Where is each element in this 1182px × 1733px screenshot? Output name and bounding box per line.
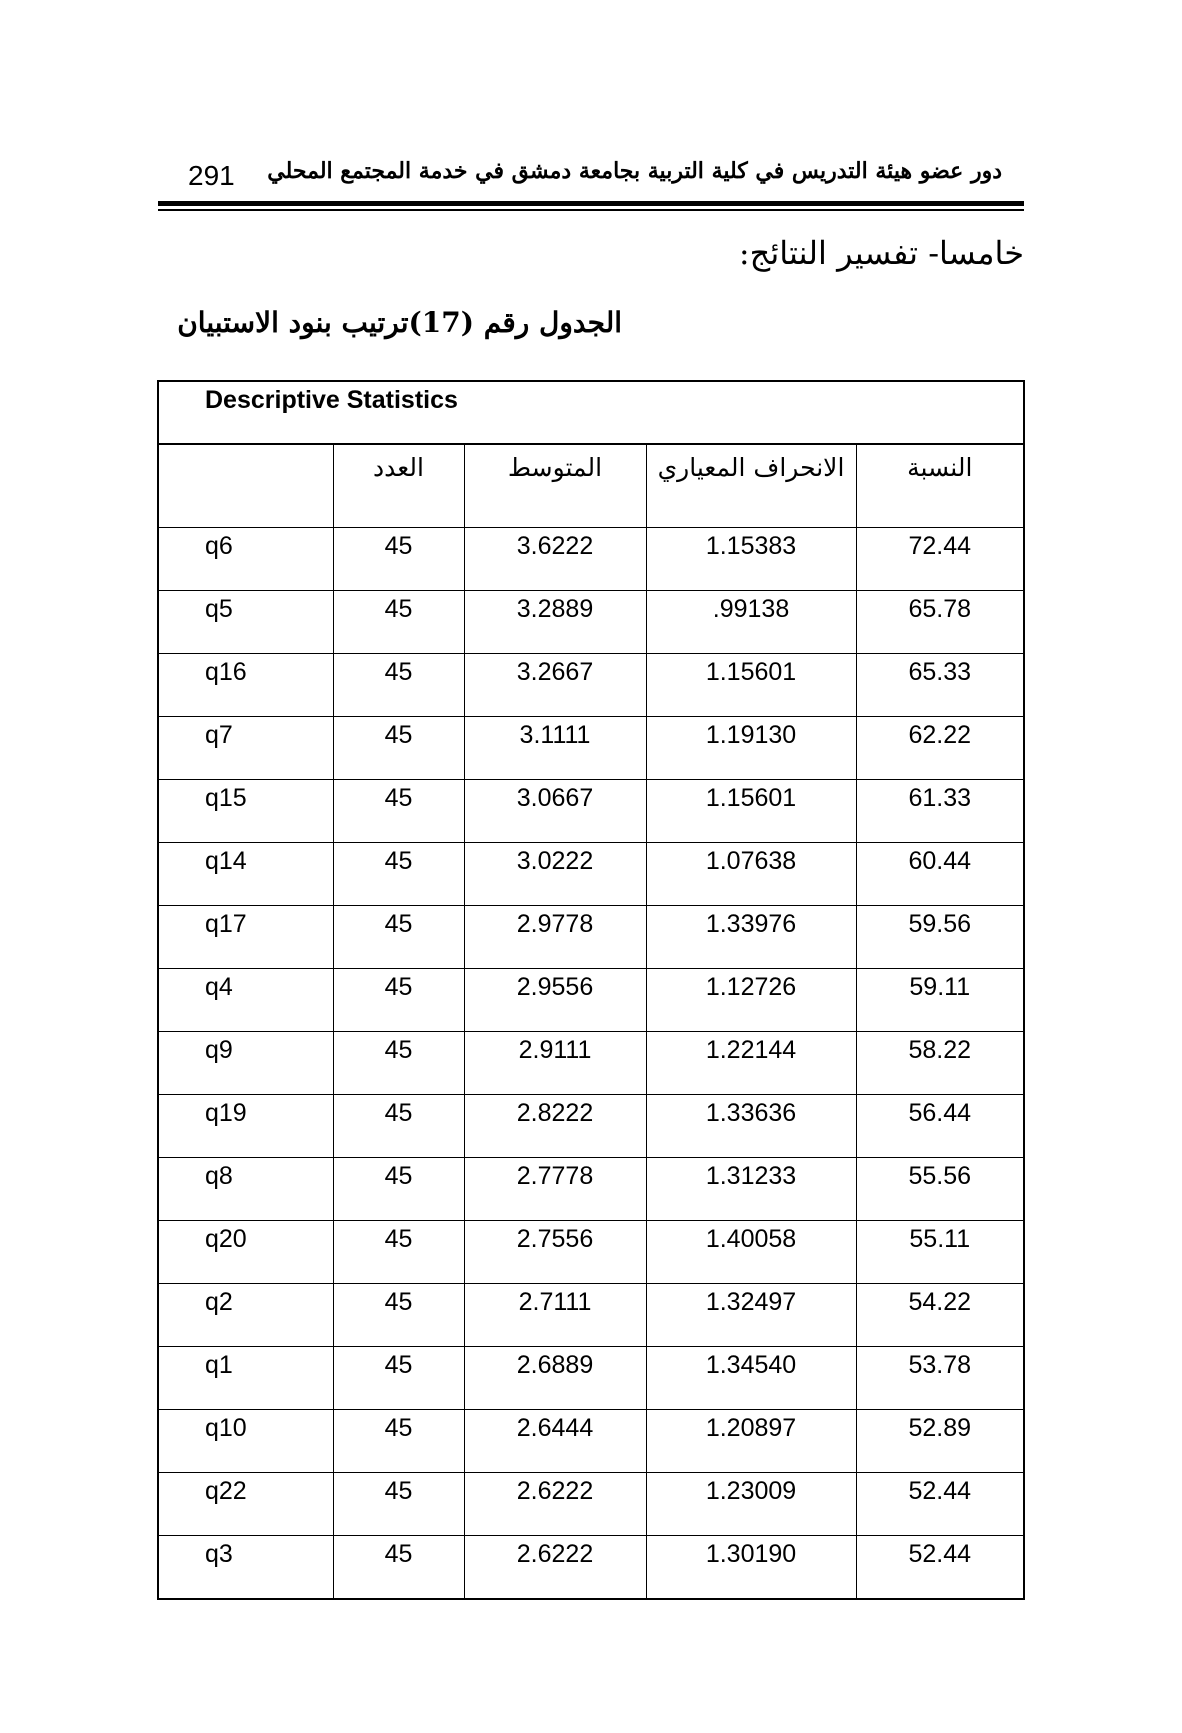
mean-cell: 2.7111 [464,1283,646,1346]
percentage-cell: 72.44 [856,527,1023,590]
mean-cell: 3.1111 [464,716,646,779]
section-heading: خامسا- تفسير النتائج: [738,234,1024,272]
table-row [159,590,1023,653]
page-number: 291 [188,160,235,191]
percentage-cell: 55.11 [856,1220,1023,1283]
count-cell: 45 [333,1094,464,1157]
count-cell: 45 [333,1346,464,1409]
item-cell: q3 [159,1535,333,1598]
table-header-row [159,445,1023,527]
item-cell: q8 [159,1157,333,1220]
column-header-mean: المتوسط [464,445,646,527]
percentage-cell: 61.33 [856,779,1023,842]
std-deviation-cell: 1.30190 [646,1535,856,1598]
count-cell: 45 [333,842,464,905]
count-cell: 45 [333,716,464,779]
percentage-cell: 65.78 [856,590,1023,653]
count-cell: 45 [333,1283,464,1346]
running-title: دور عضو هيئة التدريس في كلية التربية بجامعة دمشق في خدمة المجتمع المحلي [267,158,1002,184]
std-deviation-cell: 1.15601 [646,653,856,716]
table-row [159,779,1023,842]
mean-cell: 2.9556 [464,968,646,1031]
percentage-cell: 53.78 [856,1346,1023,1409]
count-cell: 45 [333,653,464,716]
column-header-percentage: النسبة [856,445,1023,527]
column-header-count: العدد [333,445,464,527]
table-row [159,1157,1023,1220]
percentage-cell: 54.22 [856,1283,1023,1346]
table-row [159,716,1023,779]
percentage-cell: 52.89 [856,1409,1023,1472]
item-cell: q15 [159,779,333,842]
table-row [159,905,1023,968]
item-cell: q9 [159,1031,333,1094]
table-row [159,1220,1023,1283]
table-row [159,968,1023,1031]
mean-cell: 3.6222 [464,527,646,590]
std-deviation-cell: 1.12726 [646,968,856,1031]
mean-cell: 2.6222 [464,1535,646,1598]
table-row [159,527,1023,590]
mean-cell: 2.8222 [464,1094,646,1157]
mean-cell: 2.9111 [464,1031,646,1094]
std-deviation-cell: 1.33976 [646,905,856,968]
count-cell: 45 [333,1220,464,1283]
std-deviation-cell: 1.20897 [646,1409,856,1472]
percentage-cell: 59.56 [856,905,1023,968]
percentage-cell: 56.44 [856,1094,1023,1157]
table-row [159,1472,1023,1535]
item-cell: q19 [159,1094,333,1157]
header-rule-thin [158,209,1024,211]
count-cell: 45 [333,1031,464,1094]
item-cell: q5 [159,590,333,653]
mean-cell: 2.7778 [464,1157,646,1220]
std-deviation-cell: 1.15601 [646,779,856,842]
mean-cell: 3.2889 [464,590,646,653]
item-cell: q6 [159,527,333,590]
item-cell: q16 [159,653,333,716]
count-cell: 45 [333,905,464,968]
std-deviation-cell: 1.19130 [646,716,856,779]
mean-cell: 2.6222 [464,1472,646,1535]
table-row [159,1031,1023,1094]
std-deviation-cell: 1.22144 [646,1031,856,1094]
percentage-cell: 60.44 [856,842,1023,905]
std-deviation-cell: 1.15383 [646,527,856,590]
table-caption: الجدول رقم (17)ترتيب بنود الاستبيان [177,306,622,339]
std-deviation-cell: 1.31233 [646,1157,856,1220]
column-header-std-deviation: الانحراف المعياري [646,445,856,527]
mean-cell: 3.0667 [464,779,646,842]
percentage-cell: 62.22 [856,716,1023,779]
std-deviation-cell: 1.40058 [646,1220,856,1283]
mean-cell: 3.0222 [464,842,646,905]
percentage-cell: 65.33 [856,653,1023,716]
descriptive-statistics-table [157,380,1025,1600]
item-cell: q22 [159,1472,333,1535]
item-cell: q10 [159,1409,333,1472]
table-row [159,653,1023,716]
item-cell: q4 [159,968,333,1031]
header-rule-thick [158,201,1024,206]
table-row [159,1409,1023,1472]
std-deviation-cell: 1.33636 [646,1094,856,1157]
count-cell: 45 [333,779,464,842]
mean-cell: 2.7556 [464,1220,646,1283]
statistics-grid [159,445,1023,1598]
item-cell: q14 [159,842,333,905]
mean-cell: 3.2667 [464,653,646,716]
item-cell: q17 [159,905,333,968]
table-row [159,1535,1023,1598]
table-title: Descriptive Statistics [159,382,1023,445]
count-cell: 45 [333,968,464,1031]
table-row [159,1346,1023,1409]
std-deviation-cell: 1.34540 [646,1346,856,1409]
table-row [159,1283,1023,1346]
percentage-cell: 52.44 [908,1539,972,1568]
std-deviation-cell: 1.32497 [646,1283,856,1346]
item-cell: q20 [159,1220,333,1283]
count-cell: 45 [333,1535,464,1598]
item-cell: q1 [159,1346,333,1409]
mean-cell: 2.6444 [464,1409,646,1472]
percentage-cell: 52.44 [856,1472,1023,1535]
column-header-item [159,445,333,527]
table-row [159,842,1023,905]
mean-cell: 2.9778 [464,905,646,968]
count-cell: 45 [333,1409,464,1472]
count-cell: 45 [333,1157,464,1220]
item-cell: q2 [159,1283,333,1346]
std-deviation-cell: 1.07638 [646,842,856,905]
page-header [158,150,1024,196]
item-cell: q7 [159,716,333,779]
count-cell: 45 [333,527,464,590]
std-deviation-cell: .99138 [646,590,856,653]
count-cell: 45 [333,590,464,653]
percentage-cell: 58.22 [856,1031,1023,1094]
percentage-cell: 59.11 [856,968,1023,1031]
percentage-cell: 55.56 [856,1157,1023,1220]
count-cell: 45 [333,1472,464,1535]
table-row [159,1094,1023,1157]
mean-cell: 2.6889 [464,1346,646,1409]
std-deviation-cell: 1.23009 [646,1472,856,1535]
